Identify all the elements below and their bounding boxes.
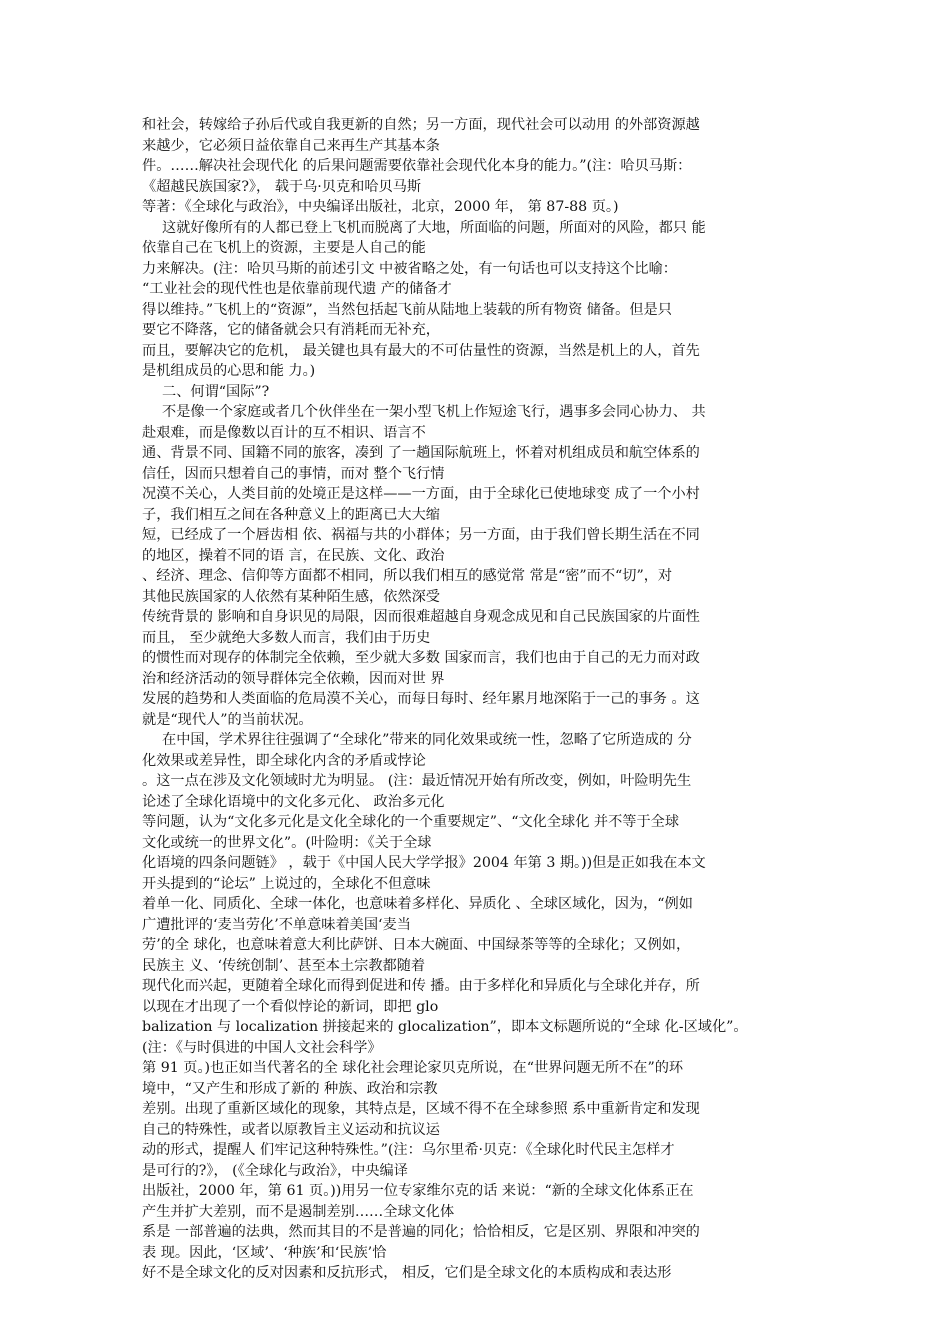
text-line: 的地区，操着不同的语 言，在民族、文化、政治 (142, 547, 445, 564)
text-line: 发展的趋势和人类面临的危局漠不关心，而每日每时、经年累月地深陷于一己的事务 。这 (142, 691, 700, 707)
text-line: 表 现。因此，‘区域’、‘种族’和‘民族’恰 (142, 1244, 387, 1261)
text-line: 二、何谓“国际”? (162, 383, 270, 400)
text-line: 而且， 至少就绝大多数人而言，我们由于历史 (142, 629, 431, 646)
text-line: 是可行的?》， (《全球化与政治》，中央编译 (142, 1162, 408, 1179)
text-line: 境中，“又产生和形成了新的 种族、政治和宗教 (142, 1080, 438, 1097)
text-line: balization 与 localization 拼接起来的 glocalization”，即本文标题所说的“全球 化-区域化”。 (142, 1019, 748, 1035)
text-line: 《超越民族国家?》， 载于乌·贝克和哈贝马斯 (142, 178, 422, 195)
text-line: 论述了全球化语境中的文化多元化、 政治多元化 (142, 793, 445, 810)
text-line: 着单一化、同质化、全球一体化，也意味着多样化、异质化 、全球区域化，因为，“例如 (142, 896, 693, 912)
text-line: “工业社会的现代性也是依靠前现代遗 产的储备才 (142, 281, 452, 297)
text-line: 件。……解决社会现代化 的后果问题需要依靠社会现代化本身的能力。”(注：哈贝马斯： (142, 158, 692, 174)
document-body (142, 115, 812, 1284)
text-line: 子，我们相互之间在各种意义上的距离已大大缩 (142, 506, 440, 523)
text-line: 就是“现代人”的当前状况。 (142, 711, 313, 728)
text-line: 力来解决。(注：哈贝马斯的前述引文 中被省略之处，有一句话也可以支持这个比喻： (142, 260, 677, 277)
text-line: 信任，因而只想着自己的事情，而对 整个飞行情 (142, 465, 445, 482)
text-line: 化语境的四条问题链》 ，载于《中国人民大学学报》2004 年第 3 期。))但是正如我在本文 (142, 855, 706, 871)
text-line: 第 91 页。)也正如当代著名的全 球化社会理论家贝克所说，在“世界问题无所不在”的环 (142, 1060, 684, 1076)
text-line: 化效果或差异性，即全球化内含的矛盾或悖论 (142, 752, 426, 769)
text-line: (注：《与时俱进的中国人文社会科学》 (142, 1039, 382, 1056)
text-line: 劳’的全 球化，也意味着意大利比萨饼、日本大碗面、中国绿茶等等的全球化；又例如， (142, 937, 691, 953)
text-line: 其他民族国家的人依然有某种陌生感，依然深受 (142, 588, 440, 605)
text-line: 短，已经成了一个唇齿相 依、祸福与共的小群体；另一方面，由于我们曾长期生活在不同 (142, 527, 700, 543)
text-line: 动的形式，提醒人 们牢记这种特殊性。”(注：乌尔里希·贝克：《全球化时代民主怎样才 (142, 1142, 675, 1158)
text-line: 要它不降落，它的储备就会只有消耗而无补充， (142, 322, 440, 338)
text-line: 、经济、理念、信仰等方面都不相同，所以我们相互的感觉常 常是“密”而不“切”，对 (142, 568, 673, 584)
text-line: 现代化而兴起，更随着全球化而得到促进和传 播。由于多样化和异质化与全球化并存，所 (142, 978, 700, 994)
text-line: 在中国，学术界往往强调了“全球化”带来的同化效果或统一性，忽略了它所造成的 分 (162, 732, 692, 748)
text-line: 以现在才出现了一个看似悖论的新词，即把 glo (142, 998, 439, 1015)
text-line: 依靠自己在飞机上的资源，主要是人自己的能 (142, 240, 426, 256)
text-line: 和社会，转嫁给子孙后代或自我更新的自然；另一方面，现代社会可以动用 的外部资源越 (142, 117, 700, 133)
text-line: 出版社，2000 年，第 61 页。))用另一位专家维尔克的话 来说：“新的全球文化体系正在 (142, 1183, 694, 1199)
text-line: 等著：《全球化与政治》，中央编译出版社，北京，2000 年， 第 87-88 页。) (142, 199, 619, 215)
text-line: 赴艰难，而是像数以百计的互不相识、语言不 (142, 424, 426, 441)
text-line: 。这一点在涉及文化领域时尤为明显。 (注：最近情况开始有所改变，例如，叶险明先生 (142, 773, 692, 789)
text-line: 得以维持。”飞机上的“资源”，当然包括起飞前从陆地上装载的所有物资 储备。但是只 (142, 301, 672, 318)
text-line: 广遭批评的‘麦当劳化’不单意味着美国‘麦当 (142, 916, 411, 933)
text-line: 这就好像所有的人都已登上飞机而脱离了大地，所面临的问题，所面对的风险，都只 能 (162, 219, 706, 236)
text-line: 通、背景不同、国籍不同的旅客，凑到 了一趟国际航班上，怀着对机组成员和航空体系的 (142, 445, 700, 461)
text-line: 开头提到的“论坛” 上说过的，全球化不但意味 (142, 875, 431, 892)
text-line: 的惯性而对现存的体制完全依赖，至少就大多数 国家而言，我们也由于自己的无力而对政 (142, 650, 700, 666)
text-line: 传统背景的 影响和自身识见的局限，因而很难超越自身观念成见和自己民族国家的片面性 (142, 609, 700, 625)
text-line: 文化或统一的世界文化”。(叶险明：《关于全球 (142, 834, 432, 851)
text-line: 产生并扩大差别，而不是遏制差别……全球文化体 (142, 1203, 455, 1220)
text-line: 差别。出现了重新区域化的现象，其特点是，区域不得不在全球参照 系中重新肯定和发现 (142, 1101, 700, 1117)
text-line: 自己的特殊性，或者以原教旨主义运动和抗议运 (142, 1121, 440, 1138)
text-line: 不是像一个家庭或者几个伙伴坐在一架小型飞机上作短途飞行，遇事多会同心协力、 共 (162, 404, 706, 420)
text-line: 系是 一部普遍的法典，然而其目的不是普遍的同化；恰恰相反，它是区别、界限和冲突的 (142, 1224, 700, 1240)
text-line: 等问题，认为“文化多元化是文化全球化的一个重要规定”、“文化全球化 并不等于全球 (142, 814, 680, 830)
text-line: 来越少，它必须日益依靠自己来再生产其基本条 (142, 137, 440, 154)
text-line: 况漠不关心，人类目前的处境正是这样——一方面，由于全球化已使地球变 成了一个小村 (142, 486, 700, 502)
text-line: 而且，要解决它的危机， 最关键也具有最大的不可估量性的资源，当然是机上的人，首先 (142, 342, 700, 359)
text-line: 治和经济活动的领导群体完全依赖，因而对世 界 (142, 670, 445, 687)
text-line: 民族主 义、‘传统创制’、甚至本土宗教都随着 (142, 957, 426, 974)
text-line: 是机组成员的心思和能 力。) (142, 363, 316, 379)
text-line: 好不是全球文化的反对因素和反抗形式， 相反，它们是全球文化的本质构成和表达形 (142, 1265, 672, 1281)
